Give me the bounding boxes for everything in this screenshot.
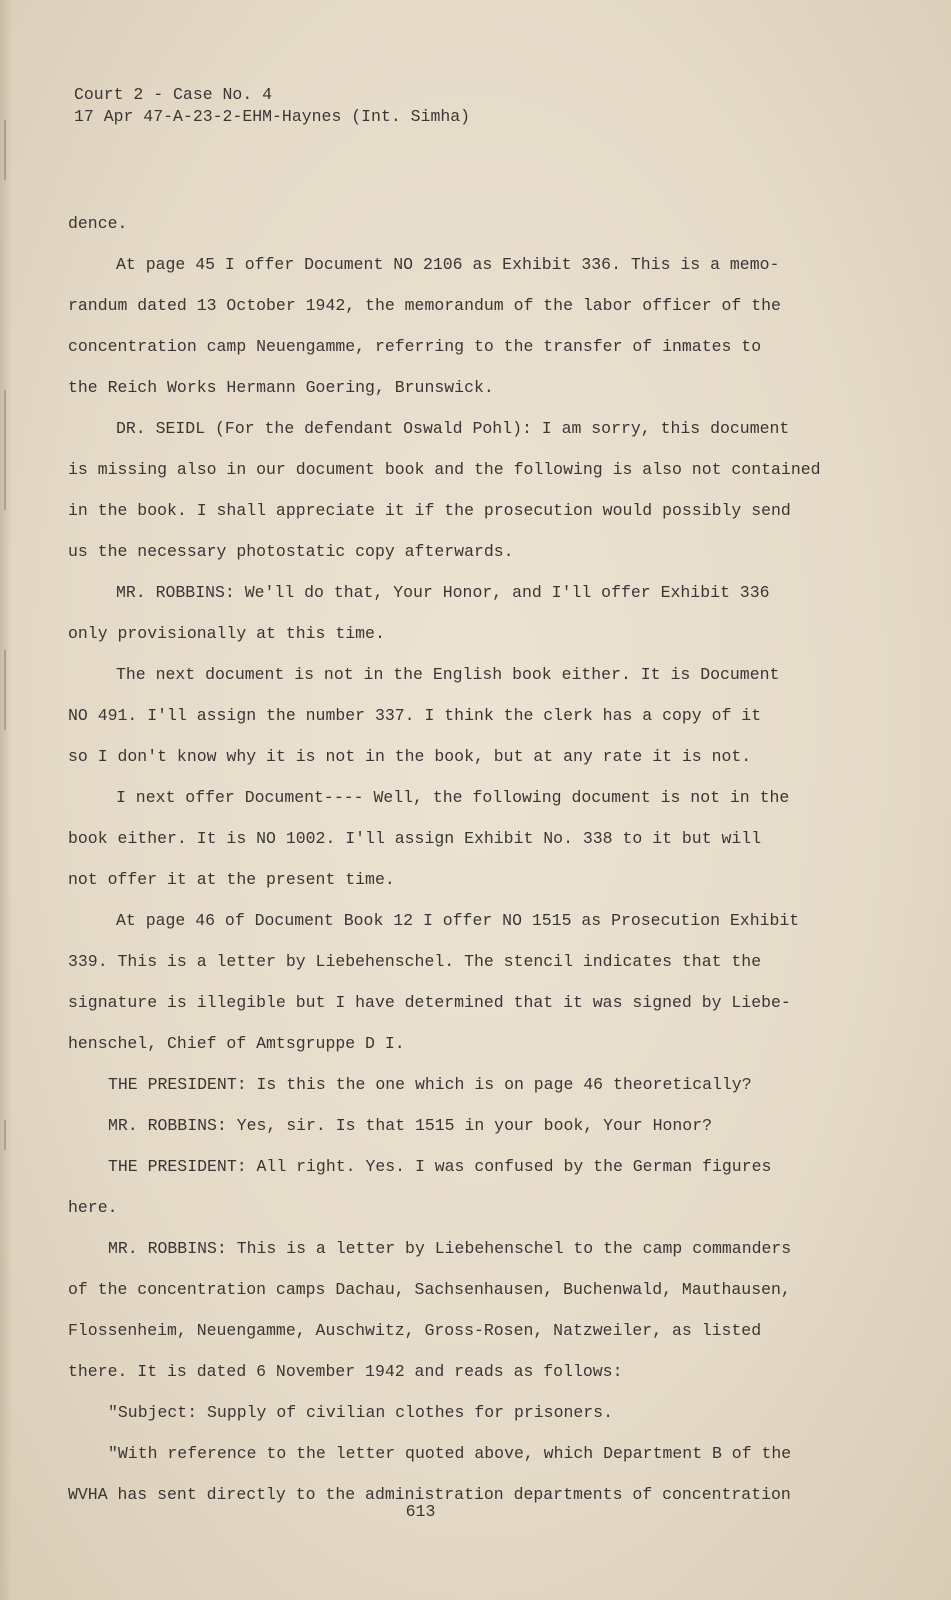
transcript-line: in the book. I shall appreciate it if the prosecution would possibly send xyxy=(68,501,791,520)
transcript-line: DR. SEIDL (For the defendant Oswald Pohl): I am sorry, this document xyxy=(116,419,790,438)
edge-mark xyxy=(4,1120,6,1150)
transcript-line: Flossenheim, Neuengamme, Auschwitz, Gross-Rosen, Natzweiler, as listed xyxy=(68,1321,762,1340)
transcript-line: of the concentration camps Dachau, Sachsenhausen, Buchenwald, Mauthausen, xyxy=(68,1280,791,1299)
transcript-line: book either. It is NO 1002. I'll assign Exhibit No. 338 to it but will xyxy=(68,829,762,848)
transcript-line: At page 46 of Document Book 12 I offer NO 1515 as Prosecution Exhibit xyxy=(116,911,800,930)
transcript-line: so I don't know why it is not in the book, but at any rate it is not. xyxy=(68,747,752,766)
transcript-line: 339. This is a letter by Liebehenschel. The stencil indicates that the xyxy=(68,952,762,971)
transcript-line: THE PRESIDENT: Is this the one which is on page 46 theoretically? xyxy=(108,1075,752,1094)
transcript-line: concentration camp Neuengamme, referring to the transfer of inmates to xyxy=(68,337,762,356)
transcript-line: "Subject: Supply of civilian clothes for prisoners. xyxy=(108,1403,613,1422)
transcript-line: randum dated 13 October 1942, the memorandum of the labor officer of the xyxy=(68,296,781,315)
transcript-line: NO 491. I'll assign the number 337. I think the clerk has a copy of it xyxy=(68,706,762,725)
page-number: 613 xyxy=(405,1502,436,1521)
transcript-line: The next document is not in the English book either. It is Document xyxy=(116,665,780,684)
transcript-line: THE PRESIDENT: All right. Yes. I was confused by the German figures xyxy=(108,1157,772,1176)
transcript-line: the Reich Works Hermann Goering, Brunswick. xyxy=(68,378,494,397)
transcript-line: is missing also in our document book and the following is also not contained xyxy=(68,460,821,479)
transcript-line: there. It is dated 6 November 1942 and reads as follows: xyxy=(68,1362,623,1381)
transcript-line: WVHA has sent directly to the administration departments of concentration xyxy=(68,1485,791,1504)
header-court-case: Court 2 - Case No. 4 xyxy=(74,85,273,104)
transcript-line: only provisionally at this time. xyxy=(68,624,385,643)
transcript-line: MR. ROBBINS: This is a letter by Liebehenschel to the camp commanders xyxy=(108,1239,792,1258)
transcript-line: henschel, Chief of Amtsgruppe D I. xyxy=(68,1034,405,1053)
edge-mark xyxy=(4,120,6,180)
edge-mark xyxy=(4,650,6,730)
transcript-line: At page 45 I offer Document NO 2106 as Exhibit 336. This is a memo- xyxy=(116,255,780,274)
document-header xyxy=(74,84,470,128)
transcript-line: us the necessary photostatic copy afterwards. xyxy=(68,542,514,561)
transcript-line: MR. ROBBINS: Yes, sir. Is that 1515 in your book, Your Honor? xyxy=(108,1116,712,1135)
transcript-line: not offer it at the present time. xyxy=(68,870,395,889)
transcript-line: here. xyxy=(68,1198,118,1217)
transcript-line: MR. ROBBINS: We'll do that, Your Honor, and I'll offer Exhibit 336 xyxy=(116,583,770,602)
edge-mark xyxy=(4,390,6,510)
transcript-line: dence. xyxy=(68,214,128,233)
page-edge-shadow xyxy=(0,0,12,1600)
transcript-line: "With reference to the letter quoted above, which Department B of the xyxy=(108,1444,792,1463)
transcript-body xyxy=(68,203,848,1515)
transcript-line: I next offer Document---- Well, the following document is not in the xyxy=(116,788,790,807)
header-transcript-ref: 17 Apr 47-A-23-2-EHM-Haynes (Int. Simha) xyxy=(74,107,471,126)
transcript-line: signature is illegible but I have determined that it was signed by Liebe- xyxy=(68,993,791,1012)
